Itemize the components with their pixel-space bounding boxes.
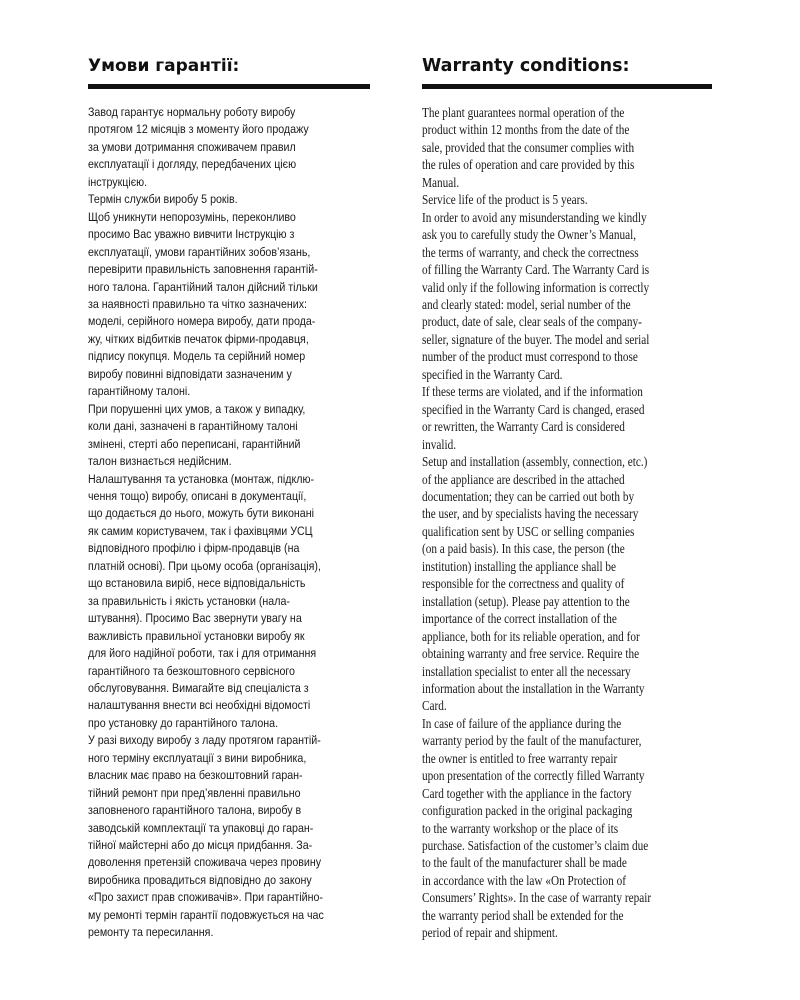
text-line: If these terms are violated, and if the information <box>422 384 643 400</box>
text-line: In case of failure of the appliance during the <box>422 715 622 731</box>
text-line: Card together with the appliance in the factory <box>422 785 632 801</box>
text-line: перевірити правильність заповнення гарантій- <box>88 262 318 277</box>
text-line: коли дані, зазначені в гарантійному талоні <box>88 419 298 434</box>
text-line: для його надійної роботи, так і для отримання <box>88 646 317 661</box>
text-line: У разі виходу виробу з ладу протягом гарантій- <box>88 733 321 748</box>
text-line: гарантійному талоні. <box>88 384 191 399</box>
text-line: важливість правильної установки виробу як <box>88 628 305 643</box>
text-line: importance of the correct installation of the <box>422 611 617 627</box>
text-line: information about the installation in the Warranty <box>422 680 645 696</box>
text-line: ask you to carefully study the Owner’s Manual, <box>422 227 637 243</box>
text-line: що додається до нього, можуть бути виконані <box>88 506 314 521</box>
text-line: valid only if the following information is correctly <box>422 279 650 295</box>
text-line: configuration packed in the original packaging <box>422 803 633 819</box>
ukrainian-heading-rule <box>88 84 370 89</box>
text-line: інструкцією. <box>88 174 148 189</box>
english-heading-rule <box>422 84 712 89</box>
english-body-text <box>422 104 712 942</box>
text-line: ного терміну експлуатації з вини виробника, <box>88 750 307 765</box>
text-line: Card. <box>422 698 447 714</box>
text-line: талон визнається недійсним. <box>88 454 232 469</box>
text-line: Завод гарантує нормальну роботу виробу <box>88 105 296 119</box>
text-line: in accordance with the law «On Protection of <box>422 872 626 888</box>
text-line: При порушенні цих умов, а також у випадку, <box>88 401 306 416</box>
text-line: «Про захист прав споживачів». При гарантійно- <box>88 890 323 905</box>
text-line: the rules of operation and care provided by this <box>422 157 635 173</box>
text-line: product, date of sale, clear seals of the company- <box>422 314 642 330</box>
text-line: Setup and installation (assembly, connection, etc.) <box>422 454 648 470</box>
text-line: upon presentation of the correctly filled Warranty <box>422 768 645 784</box>
text-line: sale, provided that the consumer complies with <box>422 139 635 155</box>
text-line: invalid. <box>422 436 457 452</box>
text-line: of filling the Warranty Card. The Warranty Card is <box>422 262 650 278</box>
text-line: the warranty period shall be extended for the <box>422 907 624 923</box>
text-line: налаштування внести всі необхідні відомості <box>88 698 311 713</box>
text-line: доволення претензій споживача через провину <box>88 855 322 870</box>
ukrainian-body-text <box>88 104 372 942</box>
text-line: installation specialist to enter all the necessary <box>422 663 631 679</box>
text-line: власник має право на безкоштовний гаран- <box>88 768 303 783</box>
text-line: warranty period by the fault of the manufacturer, <box>422 733 642 749</box>
text-line: жу, чітких відбитків печаток фірми-продавця, <box>88 331 309 346</box>
text-line: and clearly stated: model, serial number of the <box>422 296 631 312</box>
text-line: гарантійного та безкоштовного сервісного <box>88 663 295 678</box>
text-line: The plant guarantees normal operation of the <box>422 105 625 120</box>
text-line: підпису покупця. Модель та серійний номер <box>88 349 306 364</box>
text-line: просимо Вас уважно вивчити Інструкцію з <box>88 227 295 242</box>
text-line: In order to avoid any misunderstanding we kindly <box>422 209 647 225</box>
text-line: протягом 12 місяців з моменту його продажу <box>88 122 309 137</box>
text-line: Налаштування та установка (монтаж, підклю- <box>88 471 315 486</box>
ukrainian-heading: Умови гарантії: <box>88 56 240 76</box>
text-line: to the fault of the manufacturer shall be made <box>422 855 627 871</box>
text-line: purchase. Satisfaction of the customer’s claim due <box>422 838 649 854</box>
text-line: заводській комплектації та упаковці до гаран- <box>88 820 314 835</box>
text-line: the owner is entitled to free warranty repair <box>422 750 618 766</box>
text-line: експлуатації і догляду, передбачених цією <box>88 157 297 172</box>
text-line: or rewritten, the Warranty Card is considered <box>422 419 625 435</box>
text-line: period of repair and shipment. <box>422 925 558 941</box>
text-line: product within 12 months from the date of the <box>422 122 630 138</box>
text-line: (on a paid basis). In this case, the person (the <box>422 541 625 557</box>
text-line: obtaining warranty and free service. Require the <box>422 646 640 662</box>
text-line: seller, signature of the buyer. The model and serial <box>422 331 650 347</box>
text-line: institution) installing the appliance shall be <box>422 558 617 574</box>
text-line: appliance, both for its reliable operation, and for <box>422 628 640 644</box>
text-line: specified in the Warranty Card is changed, erased <box>422 401 645 417</box>
text-line: за правильність і якість установки (нала- <box>88 593 290 608</box>
text-line: відповідного профілю і фірм-продавців (на <box>88 541 300 556</box>
text-line: штування). Просимо Вас звернути увагу на <box>88 611 302 626</box>
text-line: number of the product must correspond to those <box>422 349 638 365</box>
text-line: виробу повинні відповідати зазначеним у <box>88 366 292 381</box>
english-heading: Warranty conditions: <box>422 56 630 76</box>
text-line: Щоб уникнути непорозумінь, переконливо <box>88 209 296 224</box>
text-line: за умови дотримання споживачем правил <box>88 139 296 154</box>
text-line: Service life of the product is 5 years. <box>422 192 588 208</box>
text-line: за наявності правильно та чітко зазначених: <box>88 296 308 311</box>
text-line: тійний ремонт при пред’явленні правильно <box>88 785 301 800</box>
text-line: the user, and by specialists having the necessary <box>422 506 639 522</box>
text-line: responsible for the correctness and quality of <box>422 576 625 592</box>
text-line: виробника провадиться відповідно до закону <box>88 872 312 887</box>
text-line: Manual. <box>422 174 460 190</box>
text-line: Термін служби виробу 5 років. <box>88 192 238 207</box>
text-line: моделі, серійного номера виробу, дати прода- <box>88 314 316 329</box>
text-line: the terms of warranty, and check the correctness <box>422 244 639 260</box>
text-line: про установку до гарантійного талона. <box>88 715 279 730</box>
text-line: ного талона. Гарантійний талон дійсний тільки <box>88 279 318 294</box>
text-line: to the warranty workshop or the place of its <box>422 820 619 836</box>
text-line: що встановила виріб, несе відповідальність <box>88 576 306 591</box>
text-line: змінені, стерті або переписані, гарантійний <box>88 436 301 451</box>
text-line: ремонту та пересилання. <box>88 925 214 940</box>
text-line: експлуатації, умови гарантійних зобов’язань, <box>88 244 311 259</box>
text-line: чення тощо) виробу, описані в документації, <box>88 488 307 503</box>
text-line: платній основі). При цьому особа (організація), <box>88 558 321 573</box>
text-line: Consumers’ Rights». In the case of warranty repair <box>422 890 652 906</box>
text-line: documentation; they can be carried out both by <box>422 488 635 504</box>
text-line: of the appliance are described in the attached <box>422 471 625 487</box>
text-line: обслуговування. Вимагайте від спеціаліста з <box>88 680 309 695</box>
text-line: qualification sent by USC or selling companies <box>422 523 635 539</box>
text-line: тійної майстерні або до місця придбання. За- <box>88 838 313 853</box>
text-line: installation (setup). Please pay attention to the <box>422 593 630 609</box>
text-line: specified in the Warranty Card. <box>422 366 563 382</box>
text-line: як самим користувачем, так і фахівцями УСЦ <box>88 523 313 538</box>
text-line: заповненого гарантійного талона, виробу в <box>88 803 302 818</box>
text-line: му ремонті термін гарантії подовжується на час <box>88 907 324 922</box>
